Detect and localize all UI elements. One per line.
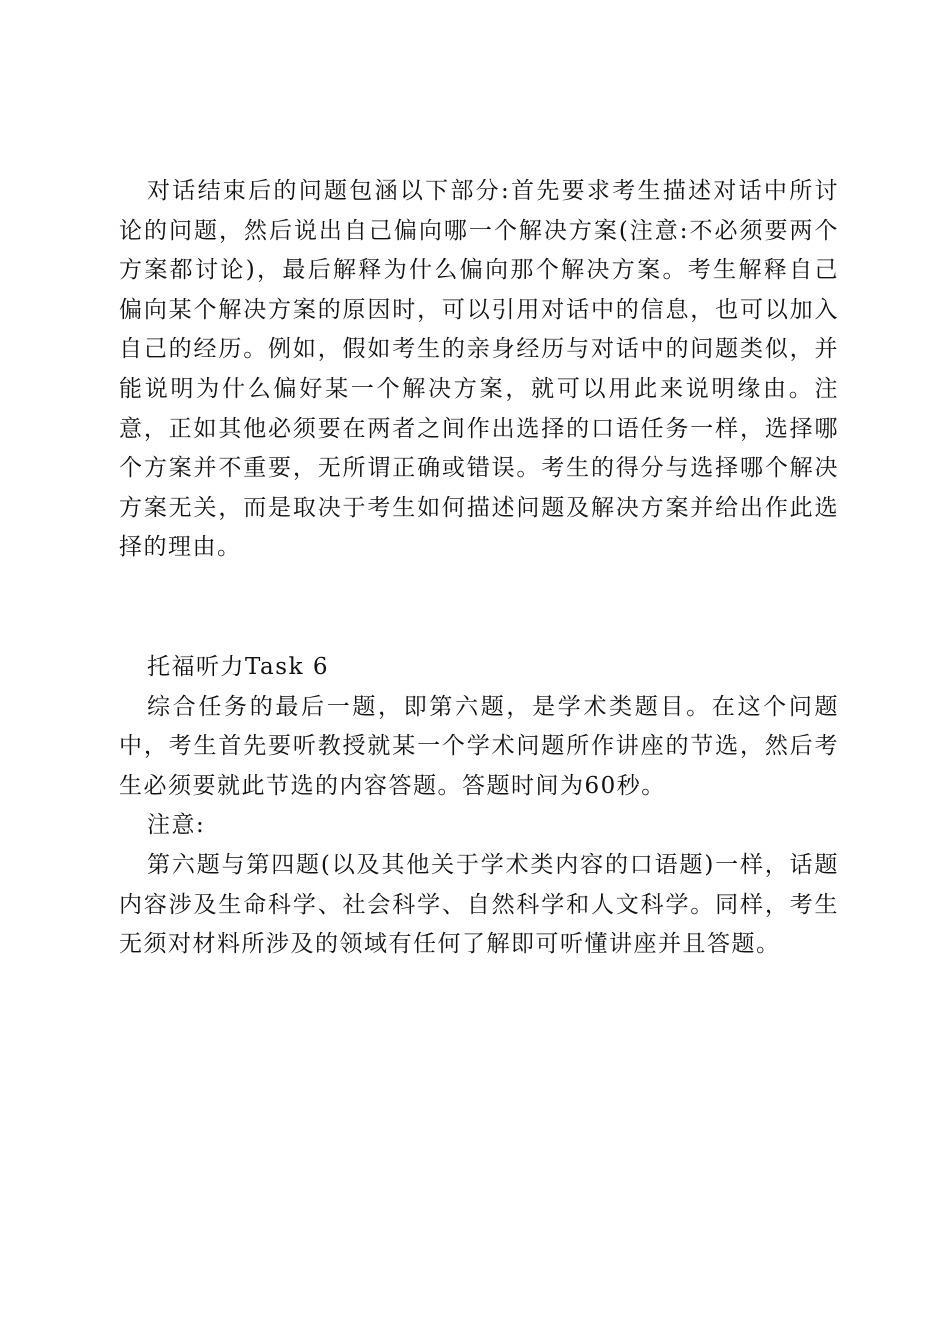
document-page [119, 172, 839, 965]
paragraph-task6-note: 第六题与第四题(以及其他关于学术类内容的口语题)一样，话题内容涉及生命科学、社会科学、自然科学和人文科学。同样，考生无须对材料所涉及的领域有任何了解即可听懂讲座并且答题。 [119, 851, 839, 958]
paragraph-response-structure: 对话结束后的问题包涵以下部分:首先要求考生描述对话中所讨论的问题，然后说出自己偏向哪一个解决方案(注意:不必须要两个方案都讨论)，最后解释为什么偏向那个解决方案。考生解释自己偏向某个解决方案的原因时，可以引用对话中的信息，也可以加入自己的经历。例如，假如考生的亲身经历与对话中的问题类似，并能说明为什么偏好某一个解决方案，就可以用此来说明缘由。注意，正如其他必须要在两者之间作出选择的口语任务一样，选择哪个方案并不重要，无所谓正确或错误。考生的得分与选择哪个解决方案无关，而是取决于考生如何描述问题及解决方案并给出作此选择的理由。 [119, 178, 839, 561]
paragraph-task6-intro: 综合任务的最后一题，即第六题，是学术类题目。在这个问题中，考生首先要听教授就某一个学术问题所作讲座的节选，然后考生必须要就此节选的内容答题。答题时间为60秒。 [119, 693, 839, 799]
note-label: 注意: [147, 812, 206, 839]
section-spacer [119, 568, 839, 648]
section-heading-task6: 托福听力Task 6 [147, 653, 329, 680]
